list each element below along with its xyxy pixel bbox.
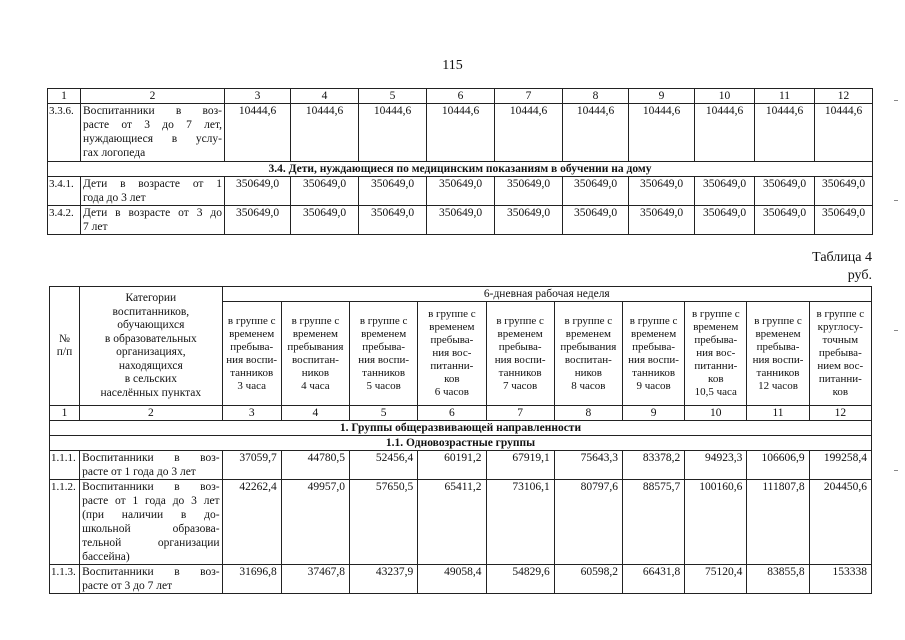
cell-value: 350649,0 — [755, 206, 815, 235]
scan-mark — [894, 330, 898, 331]
cell-value: 350649,0 — [695, 177, 755, 206]
cell-value: 350649,0 — [563, 177, 629, 206]
cell-value: 350649,0 — [755, 177, 815, 206]
cell-value: 60191,2 — [418, 451, 486, 480]
row-index: 3.3.6. — [48, 104, 81, 162]
section-title: 3.4. Дети, нуждающиеся по медицинским показаниям в обучении на дому — [48, 162, 873, 177]
header-row — [50, 287, 872, 302]
col-number: 6 — [418, 406, 486, 421]
row-index: 1.1.3. — [50, 565, 80, 594]
column-number-row — [50, 406, 872, 421]
label-line: Воспитанники в воз- — [82, 481, 220, 493]
cell-value: 350649,0 — [563, 206, 629, 235]
cell-value: 60598,2 — [554, 565, 622, 594]
page-number: 115 — [442, 58, 463, 73]
cell-value: 42262,4 — [222, 480, 281, 565]
col-number: 4 — [281, 406, 349, 421]
cell-value: 350649,0 — [495, 177, 563, 206]
cell-value: 350649,0 — [427, 206, 495, 235]
col-number: 7 — [495, 89, 563, 104]
column-header: в группе с круглосу- точным пребыва- нием вос- питанни- ков — [809, 302, 871, 406]
row-index: 3.4.1. — [48, 177, 81, 206]
col-number: 2 — [80, 406, 223, 421]
cell-value: 350649,0 — [225, 206, 291, 235]
cell-value: 73106,1 — [486, 480, 554, 565]
cell-value: 350649,0 — [359, 177, 427, 206]
col-number: 11 — [755, 89, 815, 104]
col-number: 9 — [622, 406, 684, 421]
cell-value: 94923,3 — [685, 451, 747, 480]
table-row — [48, 206, 873, 235]
label-line: бассейна) — [82, 551, 130, 563]
cell-value: 106606,9 — [747, 451, 809, 480]
cell-value: 83378,2 — [622, 451, 684, 480]
label-line: школьной образова- — [82, 523, 220, 535]
cell-value: 83855,8 — [747, 565, 809, 594]
cell-value: 44780,5 — [281, 451, 349, 480]
col-number: 9 — [629, 89, 695, 104]
cell-value: 100160,6 — [685, 480, 747, 565]
cell-value: 31696,8 — [222, 565, 281, 594]
row-index: 1.1.1. — [50, 451, 80, 480]
row-index: 3.4.2. — [48, 206, 81, 235]
cell-value: 66431,8 — [622, 565, 684, 594]
week-header: 6-дневная рабочая неделя — [222, 287, 871, 302]
row-label — [80, 480, 223, 565]
cell-value: 153338 — [809, 565, 871, 594]
table-unit: руб. — [847, 268, 872, 283]
cell-value: 10444,6 — [563, 104, 629, 162]
column-header: в группе с временем пребывания воспитан- ников 8 часов — [554, 302, 622, 406]
label-line: Дети в возрасте от 3 до — [83, 207, 222, 219]
column-header: в группе с временем пребыва- ния воспи- танников 3 часа — [222, 302, 281, 406]
col-number: 3 — [222, 406, 281, 421]
label-line: Воспитанники в воз- — [83, 105, 222, 117]
cell-value: 80797,6 — [554, 480, 622, 565]
label-line: Воспитанники в воз- — [82, 566, 220, 578]
table-caption: Таблица 4 — [812, 250, 872, 265]
section-row — [50, 436, 872, 451]
cell-value: 67919,1 — [486, 451, 554, 480]
cell-value: 350649,0 — [225, 177, 291, 206]
label-line: тельной организации — [82, 537, 220, 549]
cell-value: 350649,0 — [427, 177, 495, 206]
col-number: 3 — [225, 89, 291, 104]
table-4 — [49, 286, 872, 594]
cell-value: 350649,0 — [815, 177, 873, 206]
column-header: в группе с временем пребывания воспитан- ников 4 часа — [281, 302, 349, 406]
cell-value: 37467,8 — [281, 565, 349, 594]
label-line: расте от 1 года до 3 лет — [82, 466, 196, 478]
col-number: 8 — [563, 89, 629, 104]
row-label — [80, 451, 223, 480]
column-header: в группе с временем пребыва- ния воспи- танников 5 часов — [350, 302, 418, 406]
num-header: № п/п — [50, 287, 80, 406]
cell-value: 49957,0 — [281, 480, 349, 565]
label-line: Воспитанники в воз- — [82, 452, 220, 464]
cell-value: 43237,9 — [350, 565, 418, 594]
cell-value: 350649,0 — [359, 206, 427, 235]
label-line: (при наличии в до- — [82, 509, 220, 521]
cell-value: 199258,4 — [809, 451, 871, 480]
cell-value: 10444,6 — [427, 104, 495, 162]
row-label — [81, 206, 225, 235]
col-number: 4 — [291, 89, 359, 104]
category-header: Категории воспитанников, обучающихся в образовательных организациях, находящихся в сельских населённых пунктах — [80, 287, 223, 406]
col-number: 2 — [81, 89, 225, 104]
col-number: 10 — [695, 89, 755, 104]
col-number: 12 — [815, 89, 873, 104]
row-label — [81, 104, 225, 162]
cell-value: 10444,6 — [695, 104, 755, 162]
cell-value: 88575,7 — [622, 480, 684, 565]
cell-value: 350649,0 — [695, 206, 755, 235]
label-line: расте от 3 до 7 лет, — [83, 119, 222, 131]
column-number-row — [48, 89, 873, 104]
cell-value: 10444,6 — [359, 104, 427, 162]
table-3-continuation — [47, 88, 873, 235]
cell-value: 75643,3 — [554, 451, 622, 480]
cell-value: 111807,8 — [747, 480, 809, 565]
label-line: нуждающиеся в услу- — [83, 133, 222, 145]
label-line: расте от 1 года до 3 лет — [82, 495, 220, 507]
cell-value: 10444,6 — [291, 104, 359, 162]
cell-value: 52456,4 — [350, 451, 418, 480]
cell-value: 350649,0 — [291, 177, 359, 206]
column-header: в группе с временем пребыва- ния воспи- танников 9 часов — [622, 302, 684, 406]
table-row — [50, 480, 872, 565]
table-row — [48, 177, 873, 206]
col-number: 5 — [359, 89, 427, 104]
col-number: 12 — [809, 406, 871, 421]
col-number: 1 — [48, 89, 81, 104]
row-label — [81, 177, 225, 206]
scan-mark — [894, 470, 898, 471]
cell-value: 10444,6 — [495, 104, 563, 162]
row-label — [80, 565, 223, 594]
cell-value: 10444,6 — [629, 104, 695, 162]
table-row — [50, 451, 872, 480]
col-number: 1 — [50, 406, 80, 421]
col-number: 8 — [554, 406, 622, 421]
cell-value: 54829,6 — [486, 565, 554, 594]
label-line: гах логопеда — [83, 147, 146, 159]
cell-value: 10444,6 — [225, 104, 291, 162]
column-header: в группе с временем пребыва- ния вос- питанни- ков 6 часов — [418, 302, 486, 406]
label-line: года до 3 лет — [83, 192, 146, 204]
col-number: 5 — [350, 406, 418, 421]
col-number: 7 — [486, 406, 554, 421]
cell-value: 204450,6 — [809, 480, 871, 565]
cell-value: 350649,0 — [495, 206, 563, 235]
row-index: 1.1.2. — [50, 480, 80, 565]
cell-value: 57650,5 — [350, 480, 418, 565]
cell-value: 350649,0 — [291, 206, 359, 235]
cell-value: 350649,0 — [629, 177, 695, 206]
column-header: в группе с временем пребыва- ния воспи- танников 7 часов — [486, 302, 554, 406]
label-line: 7 лет — [83, 221, 108, 233]
section-row — [50, 421, 872, 436]
column-header: в группе с временем пребыва- ния вос- питанни- ков 10,5 часа — [685, 302, 747, 406]
section-row — [48, 162, 873, 177]
cell-value: 75120,4 — [685, 565, 747, 594]
label-line: расте от 3 до 7 лет — [82, 580, 173, 592]
cell-value: 350649,0 — [629, 206, 695, 235]
cell-value: 49058,4 — [418, 565, 486, 594]
label-line: Дети в возрасте от 1 — [83, 178, 222, 190]
col-number: 10 — [685, 406, 747, 421]
table-row — [48, 104, 873, 162]
table-row — [50, 565, 872, 594]
col-number: 11 — [747, 406, 809, 421]
subsection-title: 1.1. Одновозрастные группы — [50, 436, 872, 451]
scan-mark — [894, 100, 898, 101]
cell-value: 10444,6 — [755, 104, 815, 162]
column-header: в группе с временем пребыва- ния воспи- танников 12 часов — [747, 302, 809, 406]
cell-value: 37059,7 — [222, 451, 281, 480]
section-title: 1. Группы общеразвивающей направленности — [50, 421, 872, 436]
scan-mark — [894, 200, 898, 201]
cell-value: 350649,0 — [815, 206, 873, 235]
col-number: 6 — [427, 89, 495, 104]
cell-value: 65411,2 — [418, 480, 486, 565]
cell-value: 10444,6 — [815, 104, 873, 162]
